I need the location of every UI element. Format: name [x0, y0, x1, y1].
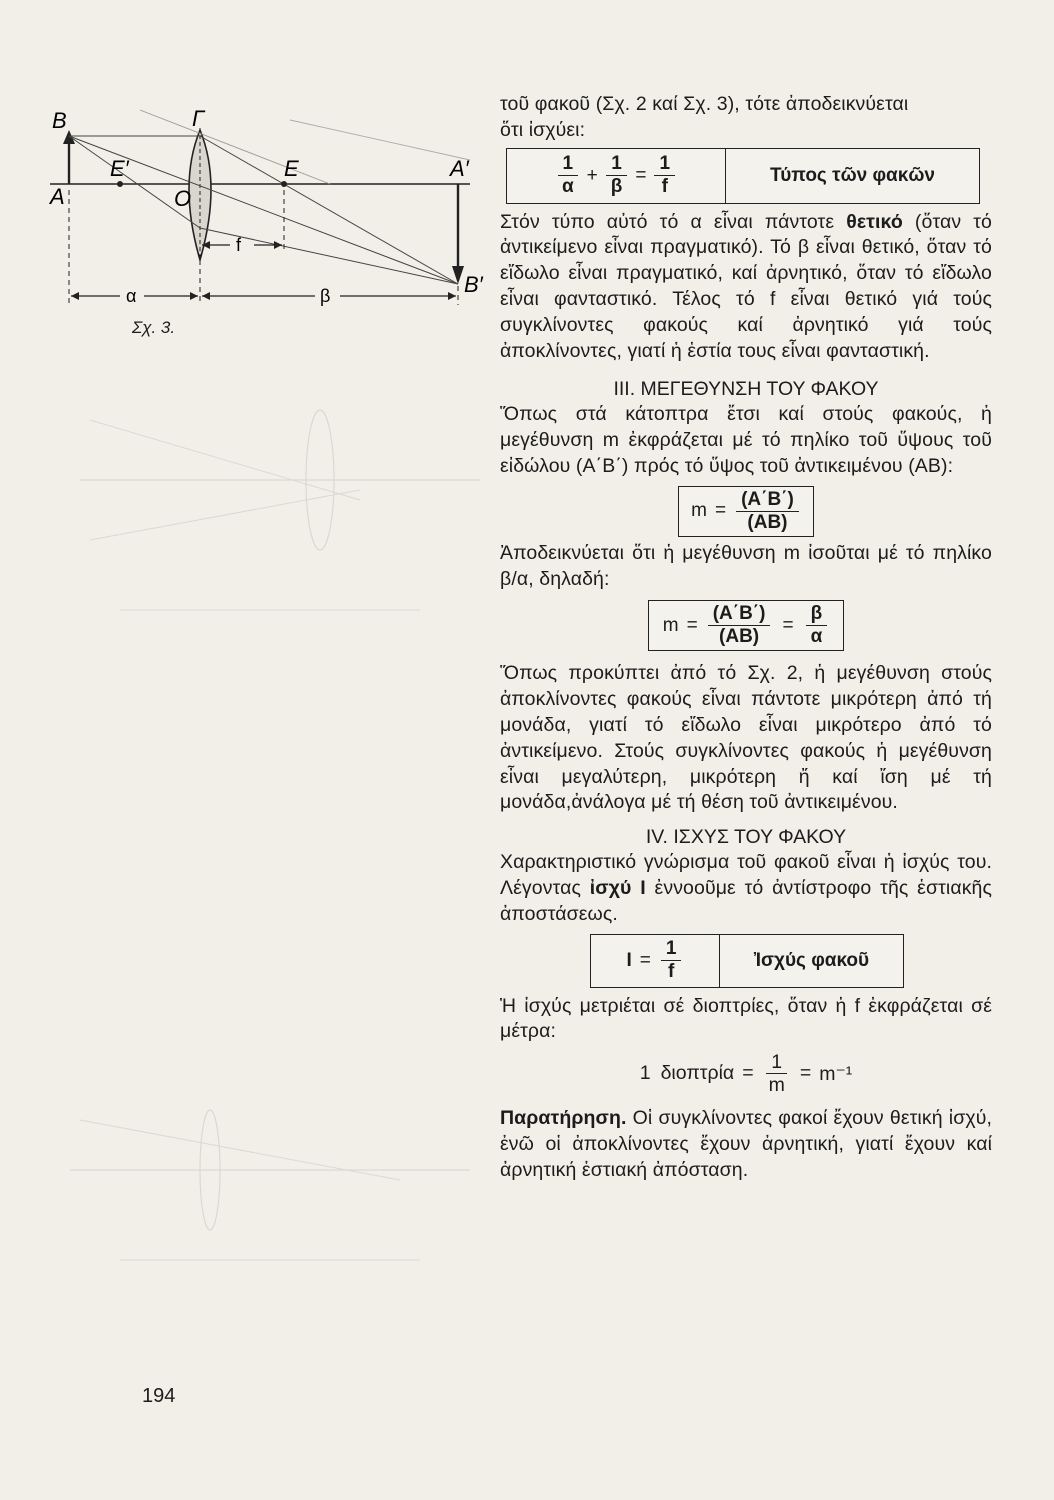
- label-f: f: [236, 235, 242, 255]
- label-O: O: [174, 186, 192, 211]
- label-B: B: [52, 108, 67, 133]
- page-number: 194: [142, 1385, 176, 1407]
- figure-caption: Σχ. 3.: [132, 318, 176, 337]
- paragraph-sign-convention: Στόν τύπο αὐτό τό α εἶναι πάντοτε θετικό (ὅταν τό ἀντικείμενο εἶναι πραγματικό). Τό β εἶναι θετικό, ὅταν τό εἴδωλο εἶναι πραγματικό, καί ἀρνητικό, ὅταν τό εἴδωλο εἶναι φανταστικό. Τέλος τό f εἶναι θετικό γιά τούς συγκλίνοντες φακούς καί ἀρνητικό γιά τούς ἀποκλίνοντες, γιατί ἡ ἑστία τους εἶναι φανταστική.: [500, 210, 992, 362]
- heading-power: IV. ΙΣΧΥΣ ΤΟΥ ΦΑΚΟΥ: [645, 826, 847, 849]
- text-column: [500, 92, 992, 1184]
- diopter-formula: 1 διοπτρία = $\frac{1}{m}$ = m⁻¹: [639, 1051, 853, 1097]
- label-A-prime: A′: [450, 156, 469, 181]
- power-formula-label: Ἰσχύς φακοῦ: [753, 949, 870, 971]
- focal-point-right: [281, 181, 287, 187]
- lens-diagram: [40, 100, 500, 340]
- bleed-through-figure-2: [60, 1080, 480, 1310]
- lens-formula-box: [506, 148, 980, 204]
- magnification-formula-box: m = $\frac{(A΄B΄)}{(AB)}$: [678, 486, 814, 537]
- power-formula-box: [590, 934, 904, 988]
- bleed-through-figure: [60, 380, 500, 680]
- paragraph-diopter: Ἡ ἰσχύς μετριέται σέ διοπτρίες, ὅταν ἡ f ἐκφράζεται σέ μέτρα:: [500, 994, 992, 1043]
- paragraph-power: Χαρακτηριστικό γνώρισμα τοῦ φακοῦ εἶναι ἡ ἰσχύς του. Λέγοντας ἰσχύ I ἐννοοῦμε τό ἀντίστροφο τῆς ἑστιακῆς ἀποστάσεως.: [500, 851, 992, 925]
- power-formula: I = $\frac{1}{f}$: [591, 935, 720, 987]
- heading-magnification: III. ΜΕΓΕΘΥΝΣΗ ΤΟΥ ΦΑΚΟΥ: [613, 378, 879, 401]
- lens-formula: $\frac{1}{\alpha}$ + $\frac{1}{\beta}$ = $\frac{1}{f}$: [507, 149, 726, 203]
- paragraph-magnification-ratio: Ἀποδεικνύεται ὅτι ἡ μεγέθυνση m ἰσοῦται μέ τό πηλίκο β/α, δηλαδή:: [500, 541, 992, 590]
- label-E-prime: E′: [110, 156, 129, 181]
- paragraph-magnification-comparison: Ὅπως προκύπτει ἀπό τό Σχ. 2, ἡ μεγέθυνση στούς ἀποκλίνοντες φακούς εἶναι πάντοτε μικρότερη ἀπό τή μονάδα, γιατί τό εἴδωλο εἶναι μικρότερο ἀπό τό ἀντικείμενο. Στούς συγκλίνοντες φακούς ἡ μεγέθυνση εἶναι μεγαλύτερη, μικρότερη ἤ καί ἴση μέ τή μονάδα,ἀνάλογα μέ τή θέση τοῦ ἀντικειμένου.: [500, 662, 992, 814]
- intro-line-2: ὅτι ἰσχύει:: [500, 118, 586, 141]
- label-alpha: α: [126, 286, 137, 306]
- label-E: E: [284, 156, 299, 181]
- label-A: A: [50, 184, 65, 209]
- lens-formula-label: Τύπος τῶν φακῶν: [770, 164, 935, 186]
- magnification-ratio-formula-box: m = $\frac{(A΄B΄)}{(AB)}$ = $\frac{\beta}{\alpha}$: [648, 600, 845, 651]
- paragraph-note: Παρατήρηση. Οἱ συγκλίνοντες φακοί ἔχουν θετική ἰσχύ, ἐνῶ οἱ ἀποκλίνοντες ἔχουν ἀρνητική, γιατί ἔχουν καί ἀρνητική ἑστιακή ἀπόσταση.: [500, 1107, 992, 1181]
- intro-line-1: τοῦ φακοῦ (Σχ. 2 καί Σχ. 3), τότε ἀποδεικνύεται: [500, 93, 909, 115]
- label-B-prime: B′: [464, 272, 483, 297]
- label-Gamma: Γ: [192, 106, 205, 131]
- label-beta: β: [320, 286, 331, 306]
- focal-point-left: [117, 181, 123, 187]
- paragraph-magnification: Ὅπως στά κάτοπτρα ἔτσι καί στούς φακούς, ἡ μεγέθυνση m ἐκφράζεται μέ τό πηλίκο τοῦ ὕψους τοῦ εἰδώλου (Α΄Β΄) πρός τό ὕψος τοῦ ἀντικειμένου (ΑΒ):: [500, 403, 992, 477]
